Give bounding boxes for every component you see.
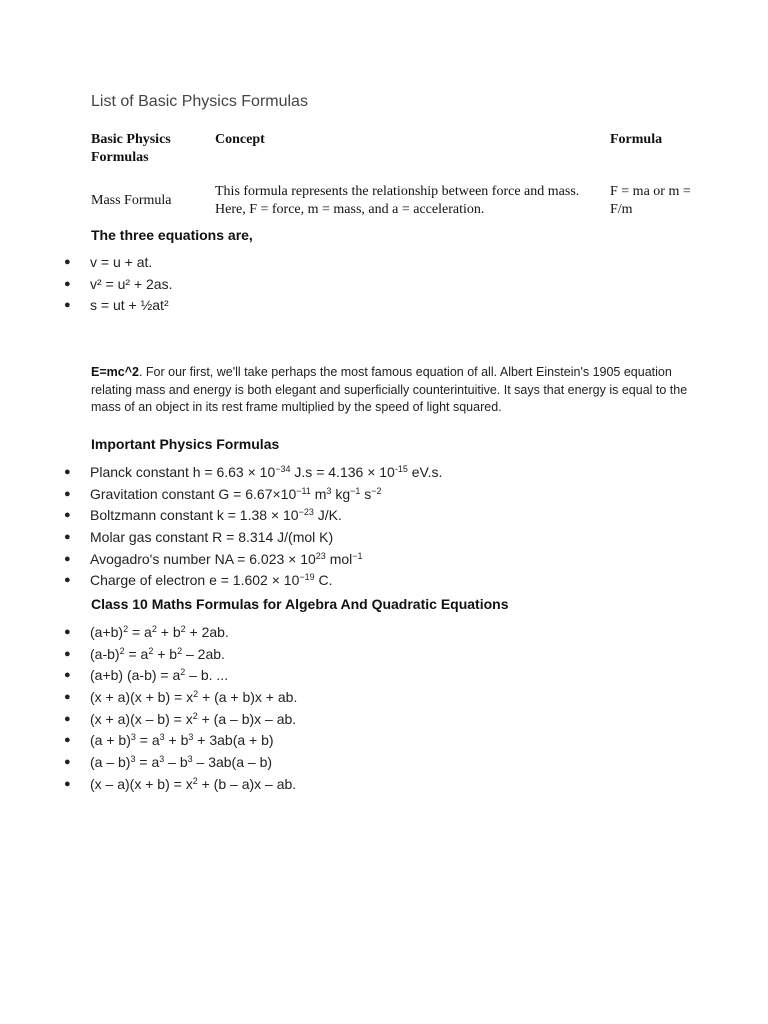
emc-bold: E=mc^2 — [91, 365, 139, 379]
bullet-icon: ● — [64, 256, 71, 268]
superscript: 2 — [123, 624, 129, 634]
list-item-text — [90, 464, 442, 480]
superscript: 3 — [188, 732, 194, 743]
three-equations-list — [62, 252, 172, 317]
text-segment: – 2ab. — [182, 645, 225, 662]
superscript: 3 — [159, 754, 165, 765]
superscript: 2 — [177, 645, 183, 656]
text-segment: (a+b) (a-b) = a — [90, 667, 181, 684]
header-concept: Concept — [215, 132, 265, 147]
text-segment: Gravitation constant G = 6.67×10 — [90, 485, 297, 502]
list-item-text — [90, 486, 382, 502]
bullet-icon: ● — [64, 734, 71, 747]
algebra-formulas-list — [62, 622, 297, 796]
superscript: -15 — [394, 464, 408, 474]
text-segment: Planck constant h = 6.63 × 10 — [90, 464, 276, 480]
superscript: 2 — [192, 710, 198, 721]
text-segment: = a — [135, 732, 160, 749]
text-segment: = a — [135, 754, 160, 771]
superscript: 2 — [148, 645, 154, 656]
bullet-icon: ● — [64, 691, 71, 704]
text-segment: m — [310, 485, 327, 502]
text-segment: Boltzmann constant k = 1.38 × 10 — [90, 507, 299, 524]
list-item — [62, 274, 172, 296]
text-segment: J/K. — [313, 507, 342, 524]
superscript: −34 — [275, 464, 291, 474]
list-item — [62, 774, 297, 796]
superscript: 3 — [130, 754, 136, 765]
text-segment: (a – b) — [90, 754, 131, 771]
list-item-text — [90, 507, 342, 523]
text-segment: kg — [331, 485, 351, 502]
bullet-icon: ● — [64, 647, 71, 660]
text-segment: C. — [314, 572, 333, 589]
row-concept: This formula represents the relationship between force and mass. Here, F = force, m = mass, and a = acceleration. — [215, 184, 580, 217]
list-item — [62, 252, 172, 274]
superscript: 2 — [192, 775, 198, 786]
list-item — [62, 570, 442, 592]
list-item-text — [90, 624, 229, 640]
text-segment: + (a + b)x + ab. — [198, 689, 298, 706]
bullet-icon: ● — [64, 574, 71, 587]
bullet-icon: ● — [64, 626, 71, 638]
list-item-text — [90, 689, 297, 705]
superscript: −1 — [350, 485, 361, 496]
bullet-icon: ● — [64, 531, 71, 544]
superscript: 3 — [187, 754, 193, 765]
emc-paragraph — [91, 364, 691, 417]
text-segment: + b — [153, 645, 178, 662]
table-row — [88, 181, 697, 221]
text-segment: mol — [325, 550, 353, 567]
list-item-text: v² = u² + 2as. — [90, 275, 173, 292]
text-segment: + b — [156, 624, 181, 640]
superscript: −23 — [298, 507, 314, 518]
text-segment: = a — [128, 624, 152, 640]
list-item-text — [90, 776, 296, 792]
algebra-heading: Class 10 Maths Formulas for Algebra And Quadratic Equations — [91, 596, 509, 612]
superscript: −1 — [352, 550, 363, 561]
bullet-icon: ● — [64, 487, 71, 500]
list-item-text — [90, 754, 272, 770]
superscript: 3 — [130, 732, 136, 743]
header-basic-physics-formulas: Basic Physics Formulas — [91, 132, 171, 165]
text-segment: J.s = 4.136 × 10 — [290, 464, 395, 480]
text-segment: (x + a)(x – b) = x — [90, 710, 193, 727]
text-segment: + b — [164, 732, 189, 749]
text-segment: (a+b) — [90, 624, 124, 640]
superscript: 3 — [326, 485, 332, 496]
important-formulas-heading: Important Physics Formulas — [91, 436, 280, 452]
list-item-text — [90, 732, 274, 748]
text-segment: + (b – a)x – ab. — [197, 775, 297, 792]
list-item — [62, 527, 442, 549]
bullet-icon: ● — [64, 299, 71, 312]
text-segment: (a-b) — [90, 645, 120, 662]
row-formula: F = ma or m = F/m — [610, 184, 691, 217]
list-item — [62, 730, 297, 752]
list-item-text — [90, 572, 333, 588]
text-segment: + (a – b)x – ab. — [197, 710, 297, 727]
list-item-text — [90, 551, 363, 567]
list-item-text: v = u + at. — [90, 254, 153, 270]
list-item-text — [90, 667, 228, 683]
text-segment: = a — [124, 645, 149, 662]
text-segment: – 3ab(a – b) — [192, 754, 273, 771]
text-segment: (x + a)(x + b) = x — [90, 689, 194, 706]
list-item — [62, 687, 297, 709]
superscript: −2 — [371, 485, 382, 496]
bullet-icon: ● — [64, 669, 71, 682]
list-item — [62, 505, 442, 527]
emc-text: . For our first, we'll take perhaps the most famous equation of all. Albert Einstein's 1905 equation relating mass and energy is both elegant and superficially counterintuitive. It says that energy is equal to the mass of an object in its rest frame multiplied by the speed of light squared. — [91, 365, 688, 414]
bullet-icon: ● — [64, 277, 71, 290]
header-formula: Formula — [610, 132, 663, 147]
list-item-text: s = ut + ½at² — [90, 297, 169, 314]
text-segment: – b. ... — [185, 667, 229, 684]
superscript: 3 — [159, 732, 165, 743]
list-item-text — [90, 529, 333, 545]
three-equations-heading: The three equations are, — [91, 227, 253, 243]
page-title: List of Basic Physics Formulas — [91, 93, 308, 110]
list-item — [62, 622, 297, 644]
text-segment: s — [360, 485, 372, 502]
important-formulas-list — [62, 462, 442, 592]
text-segment: Molar gas constant R = 8.314 J/(mol K) — [90, 529, 334, 546]
list-item — [62, 295, 172, 317]
list-item — [62, 484, 442, 506]
list-item-text — [90, 711, 296, 727]
text-segment: (a + b) — [90, 732, 131, 749]
superscript: 2 — [193, 689, 199, 700]
text-segment: (x – a)(x + b) = x — [90, 775, 193, 792]
text-segment: + 2ab. — [185, 624, 229, 640]
physics-formulas-table — [88, 129, 697, 221]
bullet-icon: ● — [64, 777, 71, 790]
bullet-icon: ● — [64, 509, 71, 522]
superscript: −19 — [299, 572, 315, 583]
text-segment: Charge of electron e = 1.602 × 10 — [90, 572, 300, 589]
list-item — [62, 462, 442, 484]
superscript: 2 — [180, 624, 186, 634]
text-segment: eV.s. — [407, 464, 443, 480]
bullet-icon: ● — [64, 712, 71, 725]
list-item — [62, 752, 297, 774]
superscript: 2 — [119, 645, 125, 656]
text-segment: Avogadro's number NA = 6.023 × 10 — [90, 550, 316, 567]
superscript: 2 — [180, 667, 186, 678]
superscript: −11 — [296, 485, 311, 496]
text-segment: + 3ab(a + b) — [193, 732, 274, 749]
list-item — [62, 709, 297, 731]
bullet-icon: ● — [64, 552, 71, 565]
superscript: 23 — [315, 550, 326, 561]
bullet-icon: ● — [64, 756, 71, 769]
text-segment: – b — [164, 754, 188, 771]
table-header-row — [88, 129, 697, 181]
list-item-text — [90, 646, 225, 662]
list-item — [62, 665, 297, 687]
row-name: Mass Formula — [91, 193, 172, 208]
list-item — [62, 549, 442, 571]
bullet-icon: ● — [64, 466, 71, 478]
list-item — [62, 644, 297, 666]
superscript: 2 — [151, 624, 157, 634]
